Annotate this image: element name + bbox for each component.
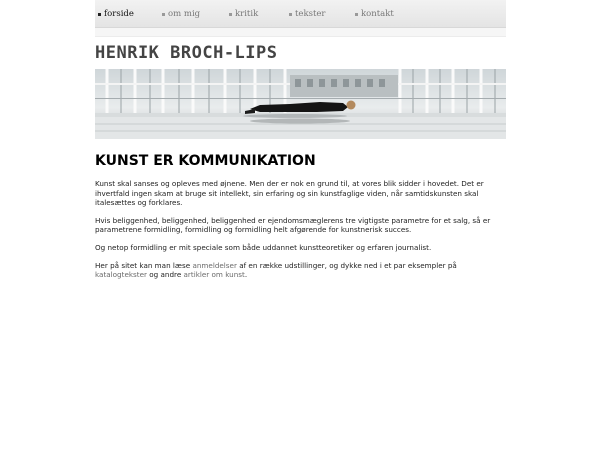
nav-item-label: forside: [104, 9, 134, 19]
nav-item-om-mig[interactable]: [162, 9, 200, 19]
link-katalogtekster[interactable]: katalogtekster: [95, 270, 147, 280]
nav-item-label: tekster: [295, 9, 326, 19]
text-fragment: .: [244, 270, 248, 280]
nav-item-label: kritik: [235, 9, 259, 19]
nav-item-kontakt[interactable]: [355, 9, 394, 19]
bullet-icon: [229, 13, 232, 16]
page-wrapper: [95, 0, 506, 288]
hero-image: [95, 69, 506, 139]
bullet-icon: [98, 13, 101, 16]
intro-paragraph: Kunst skal sanses og opleves med øjnene. Men der er nok en grund til, at vores blik sidder i hovedet. Det er ihvertfald ingen skam at bruge sit intellekt, sin erfaring og sin kunstfaglige viden, når samtidskunsten skal italesættes og forklares.: [95, 179, 484, 208]
bullet-icon: [162, 13, 165, 16]
link-artikler-om-kunst[interactable]: artikler om kunst: [183, 270, 245, 280]
links-paragraph: [95, 261, 506, 280]
nav-sub-bar: [95, 28, 506, 37]
text-fragment: Her på sitet kan man læse: [95, 260, 193, 270]
nav-item-kritik[interactable]: [229, 9, 258, 19]
top-navigation: [95, 0, 506, 28]
body-paragraph: Og netop formidling er mit speciale som både uddannet kunstteoretiker og erfaren journalist.: [95, 242, 432, 252]
site-title: HENRIK BROCH-LIPS: [95, 43, 278, 63]
nav-item-forside[interactable]: [98, 9, 134, 19]
nav-item-label: kontakt: [361, 9, 394, 19]
bullet-icon: [355, 13, 358, 16]
nav-item-tekster[interactable]: [289, 9, 325, 19]
page-heading: KUNST ER KOMMUNIKATION: [95, 153, 316, 169]
nav-item-label: om mig: [168, 9, 201, 19]
hero-photo-illustration: [95, 69, 506, 139]
body-paragraph: Hvis beliggenhed, beliggenhed, beliggenhed er ejendomsmæglerens tre vigtigste parametre for et salg, så er parametrene formidling, formidling og formidling helt afgørende for kunstnerisk succes.: [95, 215, 491, 235]
text-fragment: og andre: [146, 270, 184, 280]
bullet-icon: [289, 13, 292, 16]
link-anmeldelser[interactable]: anmeldelser: [192, 260, 237, 270]
text-fragment: af en række udstillinger, og dykke ned i et par eksempler på: [236, 260, 457, 270]
